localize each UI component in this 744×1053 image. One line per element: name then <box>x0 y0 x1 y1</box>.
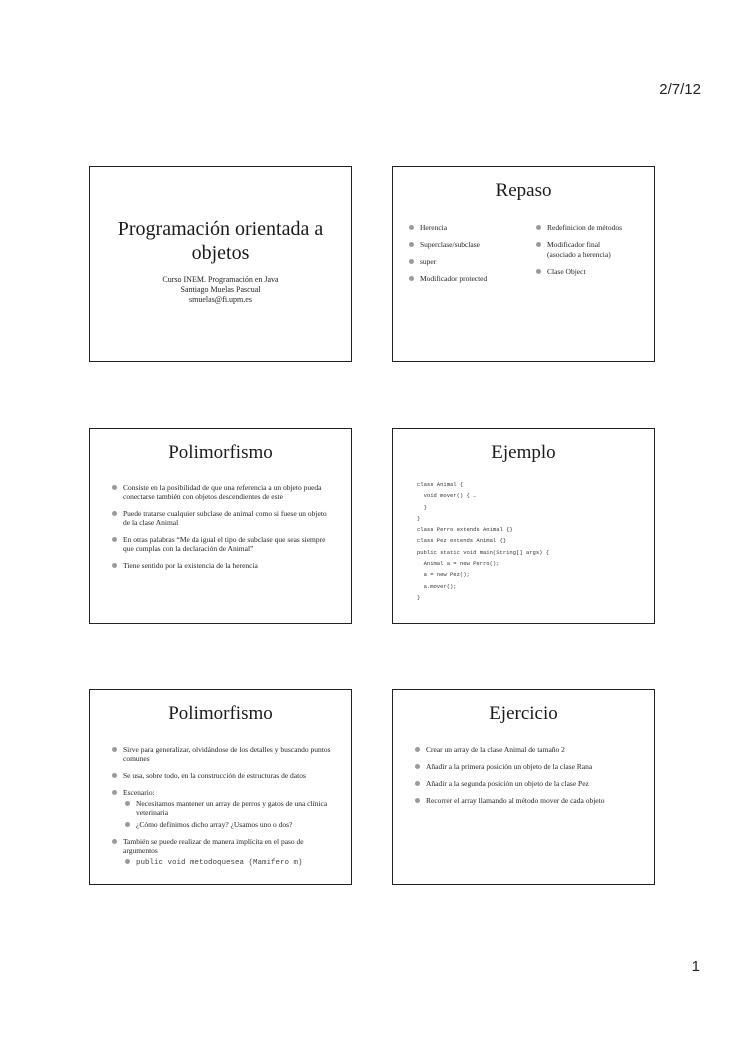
code-line: } <box>417 514 421 522</box>
slide-repaso <box>392 166 655 362</box>
sub-bullet-list <box>123 799 335 829</box>
bullet-dot-icon <box>112 485 117 490</box>
bullet-dot-icon <box>112 511 117 516</box>
sub-bullet-list <box>123 857 335 868</box>
bullet-item: Modificador final (asociado a herencia) <box>534 240 654 259</box>
bullet-dot-icon <box>536 269 541 274</box>
code-line: class Animal { <box>417 481 464 488</box>
code-line: a = new Pez(); <box>417 571 470 579</box>
bullet-dot-icon <box>415 764 420 769</box>
code-line: class Perro extends Animal {} <box>417 526 513 534</box>
email-line: smuelas@fi.upm.es <box>189 295 252 304</box>
bullet-item: Se usa, sobre todo, en la construcción de estructuras de datos <box>110 771 335 780</box>
bullet-item: Modificador protected <box>407 274 527 283</box>
bullet-dot-icon <box>415 747 420 752</box>
code-line: } <box>417 503 427 511</box>
bullet-item: Añadir a la segunda posición un objeto de la clase Pez <box>413 779 648 788</box>
bullet-list-left <box>407 223 527 291</box>
author-line: Santiago Muelas Pascual <box>180 285 261 294</box>
bullet-item: En otras palabras “Me da igual el tipo de subclase que seas siempre que cumplas con la declaración de Animal” <box>110 535 335 553</box>
bullet-item: Sirve para generalizar, olvidándose de los detalles y buscando puntos comunes <box>110 745 335 763</box>
bullet-list <box>110 745 335 876</box>
bullet-subtext: (asociado a herencia) <box>547 250 611 259</box>
slide-ejemplo <box>392 428 655 624</box>
code-line: } <box>417 593 421 601</box>
slide-ejercicio <box>392 689 655 885</box>
bullet-dot-icon <box>125 801 130 806</box>
slide-polimorfismo-1 <box>89 428 352 624</box>
slide-polimorfismo-2 <box>89 689 352 885</box>
bullet-dot-icon <box>409 242 414 247</box>
bullet-dot-icon <box>112 537 117 542</box>
bullet-dot-icon <box>409 225 414 230</box>
code-line: public static void main(String[] args) { <box>417 548 550 556</box>
bullet-dot-icon <box>409 276 414 281</box>
slide-title: Ejemplo <box>491 442 556 463</box>
slide-title: Polimorfismo <box>168 703 273 724</box>
cover-subtitle <box>90 275 351 305</box>
code-line: Animal a = new Perro(); <box>417 560 500 568</box>
bullet-dot-icon <box>112 839 117 844</box>
bullet-dot-icon <box>112 563 117 568</box>
bullet-list <box>413 745 648 813</box>
course-line: Curso INEM. Programación en Java <box>162 275 279 284</box>
bullet-item: Escenario: Necesitamos mantener un array de perros y gatos de una clínica veterinaria ¿Cómo definimos dicho array? ¿Usamos uno o dos? <box>110 788 335 829</box>
code-block <box>417 481 644 605</box>
page-number: 1 <box>691 958 700 975</box>
slide-title: Ejercicio <box>489 703 558 724</box>
bullet-item: Clase Object <box>534 267 654 276</box>
bullet-list-right <box>534 223 654 284</box>
bullet-dot-icon <box>112 747 117 752</box>
bullet-dot-icon <box>125 822 130 827</box>
bullet-item: Recorrer el array llamando al método mover de cada objeto <box>413 796 648 805</box>
bullet-item: También se puede realizar de manera implícita en el paso de argumentos public void metodoquesea (Mamifero m) <box>110 837 335 868</box>
slide-title: Polimorfismo <box>168 442 273 463</box>
header-date: 2/7/12 <box>659 81 701 98</box>
bullet-dot-icon <box>112 773 117 778</box>
bullet-item: Crear un array de la clase Animal de tamaño 2 <box>413 745 648 754</box>
bullet-item: Herencia <box>407 223 527 232</box>
slide-title: Repaso <box>495 180 552 201</box>
bullet-item: Tiene sentido por la existencia de la herencia <box>110 561 335 570</box>
bullet-item: super <box>407 257 527 266</box>
cover-title: Programación orientada a objetos <box>117 218 324 264</box>
bullet-dot-icon <box>112 790 117 795</box>
bullet-item: Redefinicion de métodos <box>534 223 654 232</box>
bullet-item: Añadir a la primera posición un objeto de la clase Rana <box>413 762 648 771</box>
sub-bullet-item: ¿Cómo definimos dicho array? ¿Usamos uno o dos? <box>123 820 335 829</box>
slide-cover <box>89 166 352 362</box>
bullet-dot-icon <box>409 259 414 264</box>
bullet-dot-icon <box>415 781 420 786</box>
bullet-dot-icon <box>536 242 541 247</box>
bullet-dot-icon <box>125 859 130 864</box>
sub-bullet-item: Necesitamos mantener un array de perros y gatos de una clínica veterinaria <box>123 799 335 817</box>
bullet-list <box>110 483 335 578</box>
sub-bullet-item: public void metodoquesea (Mamifero m) <box>123 857 335 868</box>
code-line: void mover() { … <box>417 492 477 500</box>
bullet-dot-icon <box>415 798 420 803</box>
bullet-item: Puede tratarse cualquier subclase de animal como si fuese un objeto de la clase Animal <box>110 509 335 527</box>
code-line: class Pez extends Animal {} <box>417 537 507 545</box>
bullet-dot-icon <box>536 225 541 230</box>
code-line: a.mover(); <box>417 582 457 590</box>
bullet-item: Consiste en la posibilidad de que una referencia a un objeto pueda conectarse también con objetos descendientes de este <box>110 483 335 501</box>
bullet-item: Superclase/subclase <box>407 240 527 249</box>
